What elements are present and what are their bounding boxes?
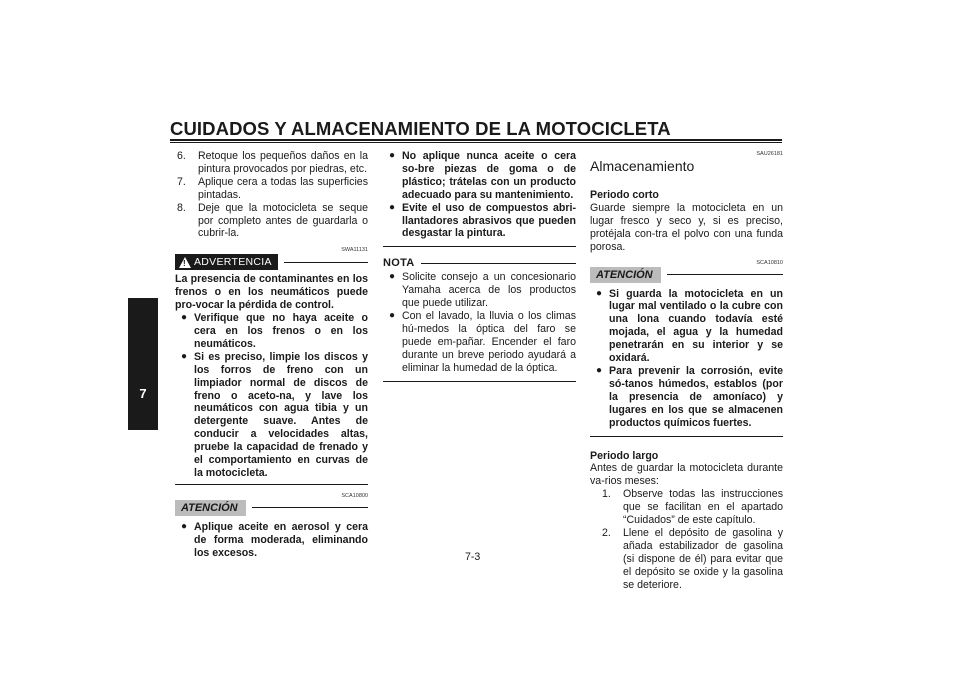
page-title: CUIDADOS Y ALMACENAMIENTO DE LA MOTOCICLETA [170, 118, 671, 139]
chapter-tab: 7 [128, 298, 158, 430]
caution-bullet: ● Si guarda la motocicleta en un lugar mal ventilado o la cubre con una lona cuando todavía esté mojada, el agua y la humedad penetrarán en su interior y se oxidará. [596, 287, 783, 365]
section-title: Almacenamiento [590, 158, 695, 174]
note-bullet: ● Con el lavado, la lluvia o los climas hú-medos la óptica del faro se puede em-pañar. Encender el faro durante un breve periodo ayudará a eliminar la humedad de la óptica. [389, 310, 576, 374]
header-rule [170, 139, 782, 141]
warning-bullet: ● Si es preciso, limpie los discos y los forros de freno con un limpiador normal de discos de freno o aceto-na, y lave los neumáticos con agua tibia y un detergente suave. Antes de conducir a velocidades altas, pruebe la capacidad de frenado y el comportamiento en curvas de la motocicleta. [181, 350, 368, 479]
note-header [383, 255, 576, 271]
caution-header [175, 500, 368, 516]
caution-end-rule [383, 246, 576, 247]
caution-bullet: ● Evite el uso de compuestos abri-llantadores abrasivos que pueden desgastar la pintura. [389, 201, 576, 240]
caution-bullet: ● Para prevenir la corrosión, evite só-tanos húmedos, establos (por la presencia de amoníaco) y lugares en los que se almacenen productos químicos fuertes. [596, 364, 783, 429]
bullet-icon: ● [181, 520, 188, 532]
caution-code: SCA10800 [341, 492, 368, 499]
column-2 [383, 150, 576, 382]
bullet-icon: ● [596, 287, 603, 299]
step-item: 8. Deje que la motocicleta se seque por completo antes de guardarla o cubrir-la. [177, 201, 368, 240]
short-term-text: Guarde siempre la motocicleta en un lugar fresco y seco y, si es preciso, protéjala con-tra el polvo con una funda porosa. [590, 201, 783, 253]
long-term-text: Antes de guardar la motocicleta durante va-rios meses: [590, 462, 783, 488]
header-rule-thin [170, 142, 782, 143]
caution-end-rule [590, 436, 783, 437]
step-item: 2. Llene el depósito de gasolina y añada estabilizador de gasolina (si dispone de él) para evitar que el depósito se oxide y la gasolina se deteriore. [602, 526, 783, 591]
caution-code: SCA10810 [756, 259, 783, 266]
column-3 [590, 150, 783, 591]
bullet-icon: ● [181, 350, 188, 362]
section-code: SAU26181 [756, 151, 783, 157]
bullet-icon: ● [181, 312, 188, 324]
warning-icon: ! [179, 257, 191, 268]
bullet-icon: ● [596, 364, 603, 376]
note-label: NOTA [383, 256, 415, 269]
caution-bullet: ● Aplique aceite en aerosol y cera de forma moderada, eliminando los excesos. [181, 520, 368, 559]
short-term-heading: Periodo corto [590, 189, 659, 201]
note-bullet: ● Solicite consejo a un concesionario Yamaha acerca de los productos que puede utilizar. [389, 271, 576, 310]
column-1 [175, 150, 368, 560]
step-item: 7. Aplique cera a todas las superficies pintadas. [177, 175, 368, 201]
caution-bullet: ● No aplique nunca aceite o cera so-bre piezas de goma o de plástico; trátelas con un producto adecuado para su mantenimiento. [389, 150, 576, 201]
warning-intro: La presencia de contaminantes en los frenos o en los neumáticos puede pro-vocar la pérdida de control. [175, 273, 368, 312]
bullet-icon: ● [389, 150, 396, 161]
step-item: 6. Retoque los pequeños daños en la pintura provocados por piedras, etc. [177, 150, 368, 175]
warning-bullet: ● Verifique que no haya aceite o cera en los frenos o en los neumáticos. [181, 312, 368, 350]
bullet-icon: ● [389, 271, 396, 283]
caution-header [590, 267, 783, 283]
note-end-rule [383, 381, 576, 382]
caution-badge: ATENCIÓN [175, 500, 246, 516]
warning-code: SWA11131 [341, 247, 368, 254]
warning-end-rule [175, 484, 368, 485]
step-item: 1. Observe todas las instrucciones que se facilitan en el apartado “Cuidados” de este capítulo. [602, 488, 783, 527]
page-number: 7-3 [465, 551, 481, 563]
bullet-icon: ● [389, 310, 396, 322]
caution-badge: ATENCIÓN [590, 267, 661, 283]
warning-header [175, 254, 368, 270]
long-term-heading: Periodo largo [590, 449, 659, 462]
warning-badge: ! ADVERTENCIA [175, 254, 278, 270]
bullet-icon: ● [389, 201, 396, 213]
